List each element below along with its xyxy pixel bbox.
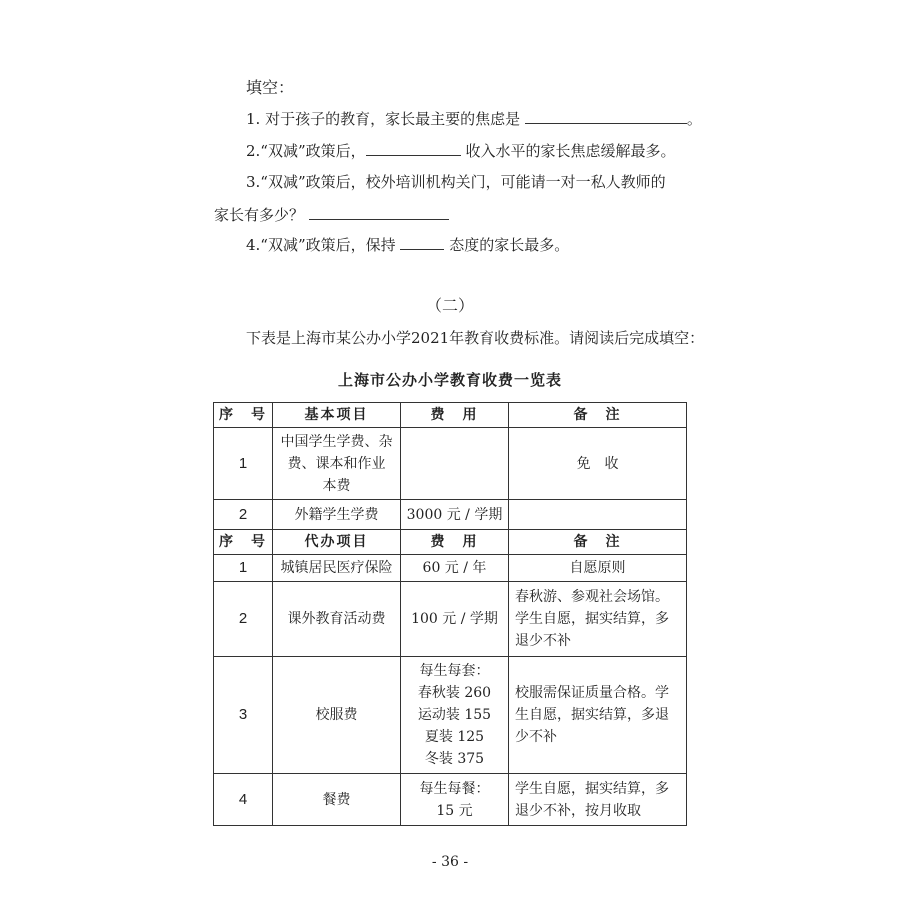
row-note: 自愿原则 (509, 555, 687, 582)
question-1-end: 。 (686, 110, 702, 128)
question-4-start: 4.“双减”政策后，保持 (246, 236, 396, 254)
table-row (214, 657, 687, 774)
row-item: 餐费 (273, 774, 401, 826)
row-fee (401, 428, 509, 500)
table-row (214, 582, 687, 657)
row-item: 课外教育活动费 (273, 582, 401, 657)
row-item: 城镇居民医疗保险 (273, 555, 401, 582)
row-note (509, 657, 687, 774)
question-4 (246, 234, 569, 255)
row-item: 校服费 (273, 657, 401, 774)
table-row (214, 774, 687, 826)
table-row (214, 428, 687, 500)
row-note-line: 少不补 (515, 729, 557, 745)
row-note-line: 生自愿，据实结算，多退 (515, 707, 669, 723)
header-fee: 费 用 (401, 403, 509, 428)
header-agent-item: 代办项目 (273, 530, 401, 555)
row-note-line: 退少不补，按月收取 (515, 802, 641, 819)
row-fee-line: 15 元 (436, 802, 473, 819)
row-no: 1 (214, 428, 273, 500)
question-2-start: 2.“双减”政策后， (246, 142, 366, 160)
question-3-line1: 3.“双减”政策后，校外培训机构关门，可能请一对一私人教师的 (246, 173, 666, 191)
row-note (509, 500, 687, 530)
row-fee: 100 元 / 学期 (401, 582, 509, 657)
row-no: 3 (214, 657, 273, 774)
part-two-title: （二） (425, 296, 474, 315)
row-fee: 3000 元 / 学期 (401, 500, 509, 530)
basic-header-row (214, 403, 687, 428)
table-row (214, 555, 687, 582)
agent-header-row (214, 530, 687, 555)
header-no: 序 号 (214, 530, 273, 555)
question-3-line2 (214, 204, 449, 225)
header-note: 备 注 (509, 530, 687, 555)
question-1 (246, 108, 702, 129)
row-item (273, 428, 401, 500)
question-4-end: 态度的家长最多。 (449, 236, 570, 254)
row-note-line: 退少不补 (515, 633, 571, 649)
row-note-line: 校服需保证质量合格。学 (515, 685, 669, 701)
row-note: 免 收 (509, 428, 687, 500)
row-fee-line: 运动装 155 (417, 707, 492, 723)
table-caption: 上海市公办小学教育收费一览表 (337, 371, 562, 389)
row-fee (401, 774, 509, 826)
row-item-line: 费、课本和作业 (287, 455, 386, 472)
part-two-intro: 下表是上海市某公办小学2021年教育收费标准。请阅读后完成填空： (246, 329, 705, 347)
row-no: 1 (214, 555, 273, 582)
row-fee (401, 657, 509, 774)
row-fee-line: 冬装 375 (424, 751, 485, 767)
row-fee-line: 春秋装 260 (417, 685, 492, 701)
question-2-blank[interactable] (366, 140, 461, 156)
question-2 (246, 140, 675, 161)
page-number: - 36 - (431, 854, 469, 870)
header-basic-item: 基本项目 (273, 403, 401, 428)
header-note: 备 注 (509, 403, 687, 428)
row-item: 外籍学生学费 (273, 500, 401, 530)
row-note-line: 学生自愿，据实结算，多 (515, 611, 669, 627)
row-note (509, 582, 687, 657)
table-row (214, 500, 687, 530)
row-no: 4 (214, 774, 273, 826)
question-4-blank[interactable] (400, 234, 444, 250)
fill-heading: 填空： (246, 78, 295, 97)
question-3-blank[interactable] (309, 204, 449, 220)
row-item-line: 本费 (322, 477, 351, 494)
row-no: 2 (214, 500, 273, 530)
row-item-line: 中国学生学费、杂 (280, 433, 393, 450)
row-no: 2 (214, 582, 273, 657)
row-note (509, 774, 687, 826)
question-1-text: 1. 对于孩子的教育，家长最主要的焦虑是 (246, 110, 521, 128)
row-fee-line: 每生每餐： (419, 780, 490, 797)
header-fee: 费 用 (401, 530, 509, 555)
row-note-line: 春秋游、参观社会场馆。 (515, 589, 669, 605)
row-note-line: 学生自愿，据实结算，多 (515, 780, 669, 797)
fee-table (213, 402, 687, 826)
question-2-end: 收入水平的家长焦虑缓解最多。 (465, 142, 676, 160)
question-3-text: 家长有多少？ (214, 206, 305, 224)
question-1-blank[interactable] (525, 108, 687, 124)
row-fee-line: 每生每套： (419, 663, 490, 679)
row-fee-line: 夏装 125 (424, 729, 485, 745)
header-no: 序 号 (214, 403, 273, 428)
row-fee: 60 元 / 年 (401, 555, 509, 582)
